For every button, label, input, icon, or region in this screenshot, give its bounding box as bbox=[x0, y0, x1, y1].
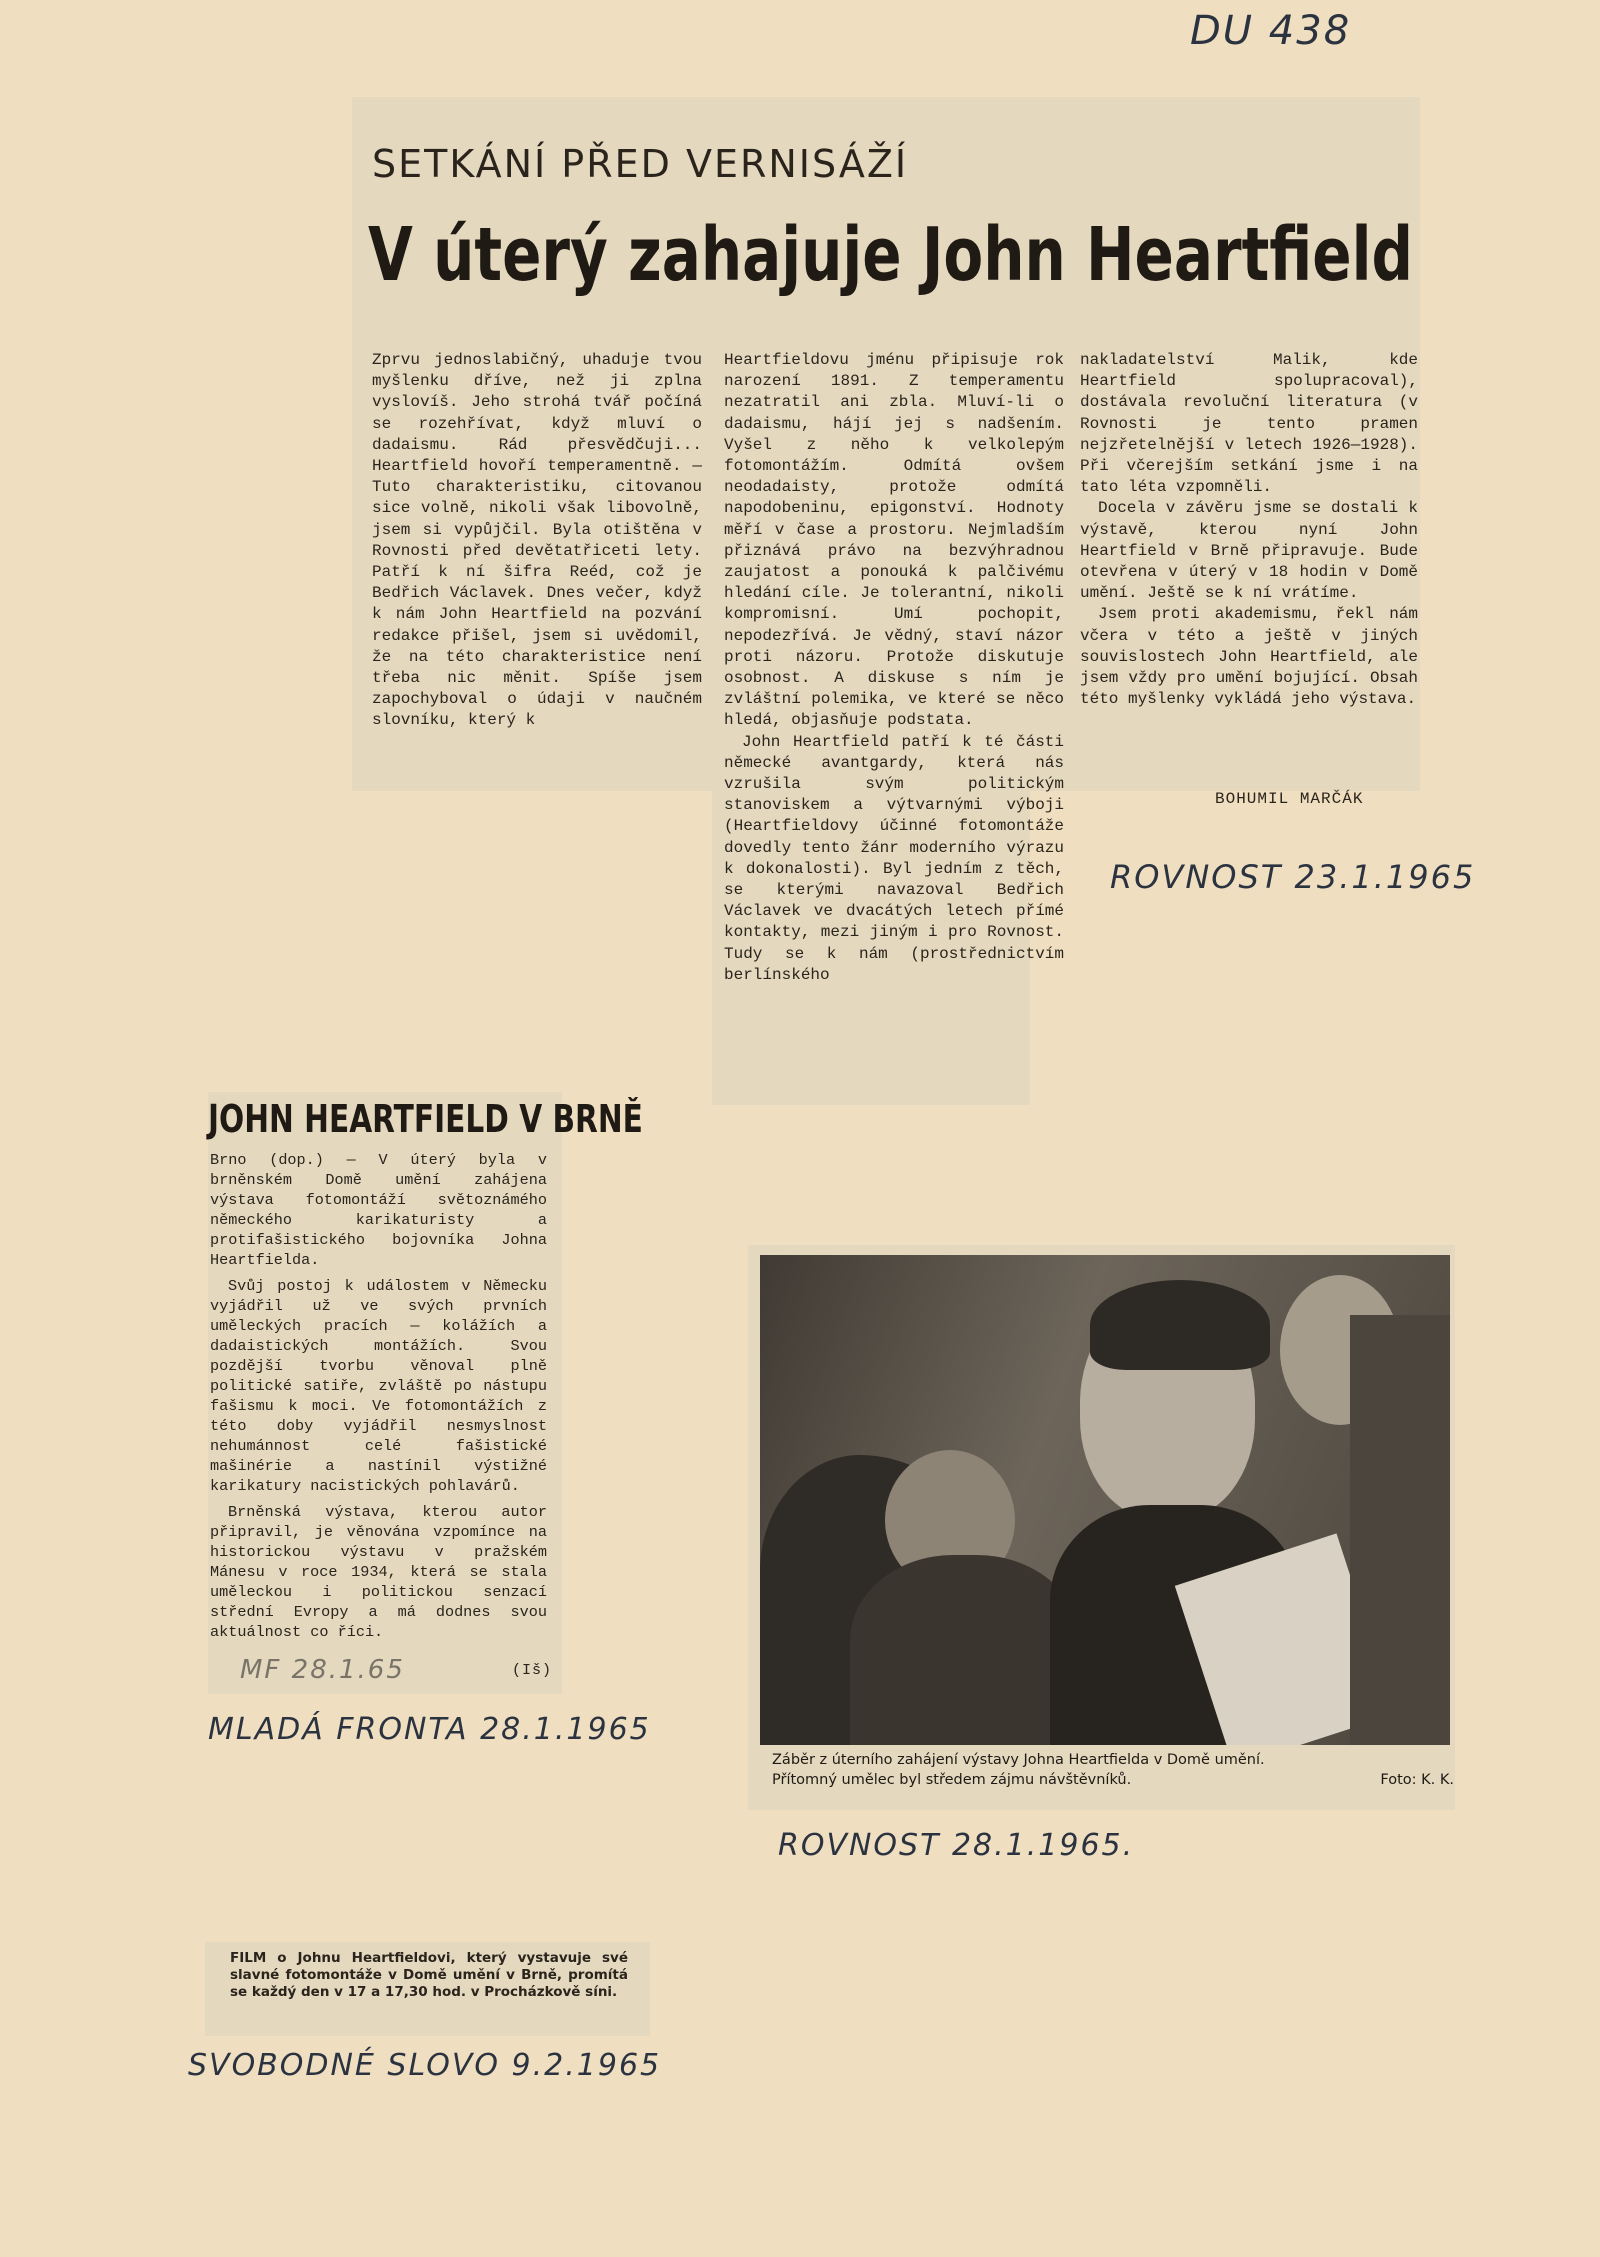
article-kicker: SETKÁNÍ PŘED VERNISÁŽÍ bbox=[372, 142, 909, 186]
article-paragraph: Brněnská výstava, kterou autor připravil, je věnována vzpomínce na historickou výstavu v pražském Mánesu v roce 1934, která se stala uměleckou i politickou senzací střední Evropy a má dodnes svou aktuálnost co říci. bbox=[210, 1503, 547, 1641]
article-paragraph: Heartfieldovu jménu připisuje rok narození 1891. Z temperamentu nezatratil ani zbla. Mluví-li o dadaismu, hájí jej s nadšením. Vyšel z něho k velkolepým fotomontážím. Odmítá ovšem neodadaisty, protože odmítá napodobeninu, epigonství. Hodnoty měří v čase a prostoru. Nejmladším přiznává právo na bezvýhradnou zaujatost a ponouká k palčivému hledání cíle. Je tolerantní, nikoli kompromisní. Umí pochopit, nepodezřívá. Je vědný, staví názor proti názoru. Protože diskutuje osobnost. A diskuse s ním je zvláštní polemika, ve které se něco hledá, objasňuje podstata. bbox=[724, 351, 1064, 730]
article-signature: (Iš) bbox=[512, 1662, 553, 1679]
article-headline: JOHN HEARTFIELD V BRNĚ bbox=[208, 1097, 643, 1141]
photo-artist-hair bbox=[1090, 1280, 1270, 1370]
article-headline: V úterý zahajuje John Heartfield bbox=[368, 212, 1413, 298]
pencil-note: MF 28.1.65 bbox=[240, 1655, 405, 1685]
article-paragraph: Svůj postoj k událostem v Německu vyjádřil už ve svých prvních uměleckých pracích — kolážích a dadaistických montážích. Svou pozdější tvorbu věnoval plně politické satiře, zvláště po nástupu fašismu k moci. Ve fotomontážích z této doby vyjádřil nesmyslnost nehumánnost celé fašistické mašinérie a nastínil výstižné karikatury nacistických pohlavárů. bbox=[210, 1277, 547, 1495]
photo-caption bbox=[772, 1750, 1462, 1790]
article-paragraph: Zprvu jednoslabičný, uhaduje tvou myšlenku dříve, než ji zplna vyslovíš. Jeho strohá tvář počíná se rozehřívat, když mluví o dadaismu. Rád přesvědčuji... Heartfield hovoří temperamentně. — Tuto charakteristiku, citovanou sice volně, nikoli však libovolně, jsem si vypůjčil. Byla otištěna v Rovnosti před devětatřiceti lety. Patří k ní šifra Reéd, což je Bedřich Václavek. Dnes večer, když k nám John Heartfield na pozvání redakce přišel, jsem si uvědomil, že na této charakteristice není třeba nic měnit. Spíše jsem zapochyboval o údaji v naučném slovníku, který k bbox=[372, 351, 702, 730]
exhibition-photo bbox=[760, 1255, 1450, 1745]
handwritten-source-note: ROVNOST 23.1.1965 bbox=[1110, 858, 1476, 896]
caption-line-2: Přítomný umělec byl středem zájmu návštěvníků. bbox=[772, 1772, 1132, 1788]
article-paragraph: nakladatelství Malik, kde Heartfield spolupracoval), dostávala revoluční literatura (v Rovnosti je tento pramen nejzřetelnější v letech 1926—1928). Při včerejším setkání jsme i na tato léta vzpomněli. bbox=[1080, 351, 1418, 497]
photo-man-body-left bbox=[850, 1555, 1080, 1745]
article-paragraph: FILM o Johnu Heartfieldovi, který vystavuje své slavné fotomontáže v Domě umění v Brně, promítá se každý den v 17 a 17,30 hod. v Procházkově síni. bbox=[230, 1950, 628, 2000]
article-paragraph: John Heartfield patří k té části německé avantgardy, která nás vzrušila svým politickým stanoviskem a výtvarnými výboji (Heartfieldovy účinné fotomontáže dovedly tento žánr moderního výrazu k dokonalosti). Byl jedním z těch, se kterými navazoval Bedřich Václavek ve dvacátých letech přímé kontakty, mezi jiným i pro Rovnost. Tudy se k nám (prostřednictvím berlínského bbox=[724, 732, 1064, 984]
handwritten-source-note: SVOBODNÉ SLOVO 9.2.1965 bbox=[188, 2048, 662, 2083]
article-column-1 bbox=[372, 350, 702, 732]
archive-mark: DU 438 bbox=[1190, 8, 1352, 54]
handwritten-source-note: ROVNOST 28.1.1965. bbox=[778, 1828, 1135, 1863]
photo-man-far-right bbox=[1350, 1315, 1450, 1745]
article-author: BOHUMIL MARČÁK bbox=[1215, 790, 1364, 808]
article-body bbox=[210, 1150, 547, 1642]
article-column-3 bbox=[1080, 350, 1418, 710]
article-body bbox=[230, 1950, 628, 2001]
caption-line-2-row bbox=[772, 1770, 1462, 1790]
article-paragraph: Brno (dop.) — V úterý byla v brněnském Domě umění zahájena výstava fotomontáží světoznámého německého karikaturisty a protifašistického bojovníka Johna Heartfielda. bbox=[210, 1151, 547, 1269]
caption-line-1: Záběr z úterního zahájení výstavy Johna Heartfielda v Domě umění. bbox=[772, 1752, 1265, 1768]
article-paragraph: Jsem proti akademismu, řekl nám včera v této a ještě v jiných souvislostech John Heartfield, ale jsem vždy pro umění bojující. Obsah této myšlenky vykládá jeho výstava. bbox=[1080, 605, 1418, 709]
article-column-2 bbox=[724, 350, 1064, 986]
photo-credit: Foto: K. K. bbox=[1380, 1772, 1454, 1788]
handwritten-source-note: MLADÁ FRONTA 28.1.1965 bbox=[208, 1712, 651, 1747]
article-paragraph: Docela v závěru jsme se dostali k výstavě, kterou nyní John Heartfield v Brně připravuje. Bude otevřena v úterý v 18 hodin v Domě umění. Ještě se k ní vrátíme. bbox=[1080, 499, 1418, 603]
